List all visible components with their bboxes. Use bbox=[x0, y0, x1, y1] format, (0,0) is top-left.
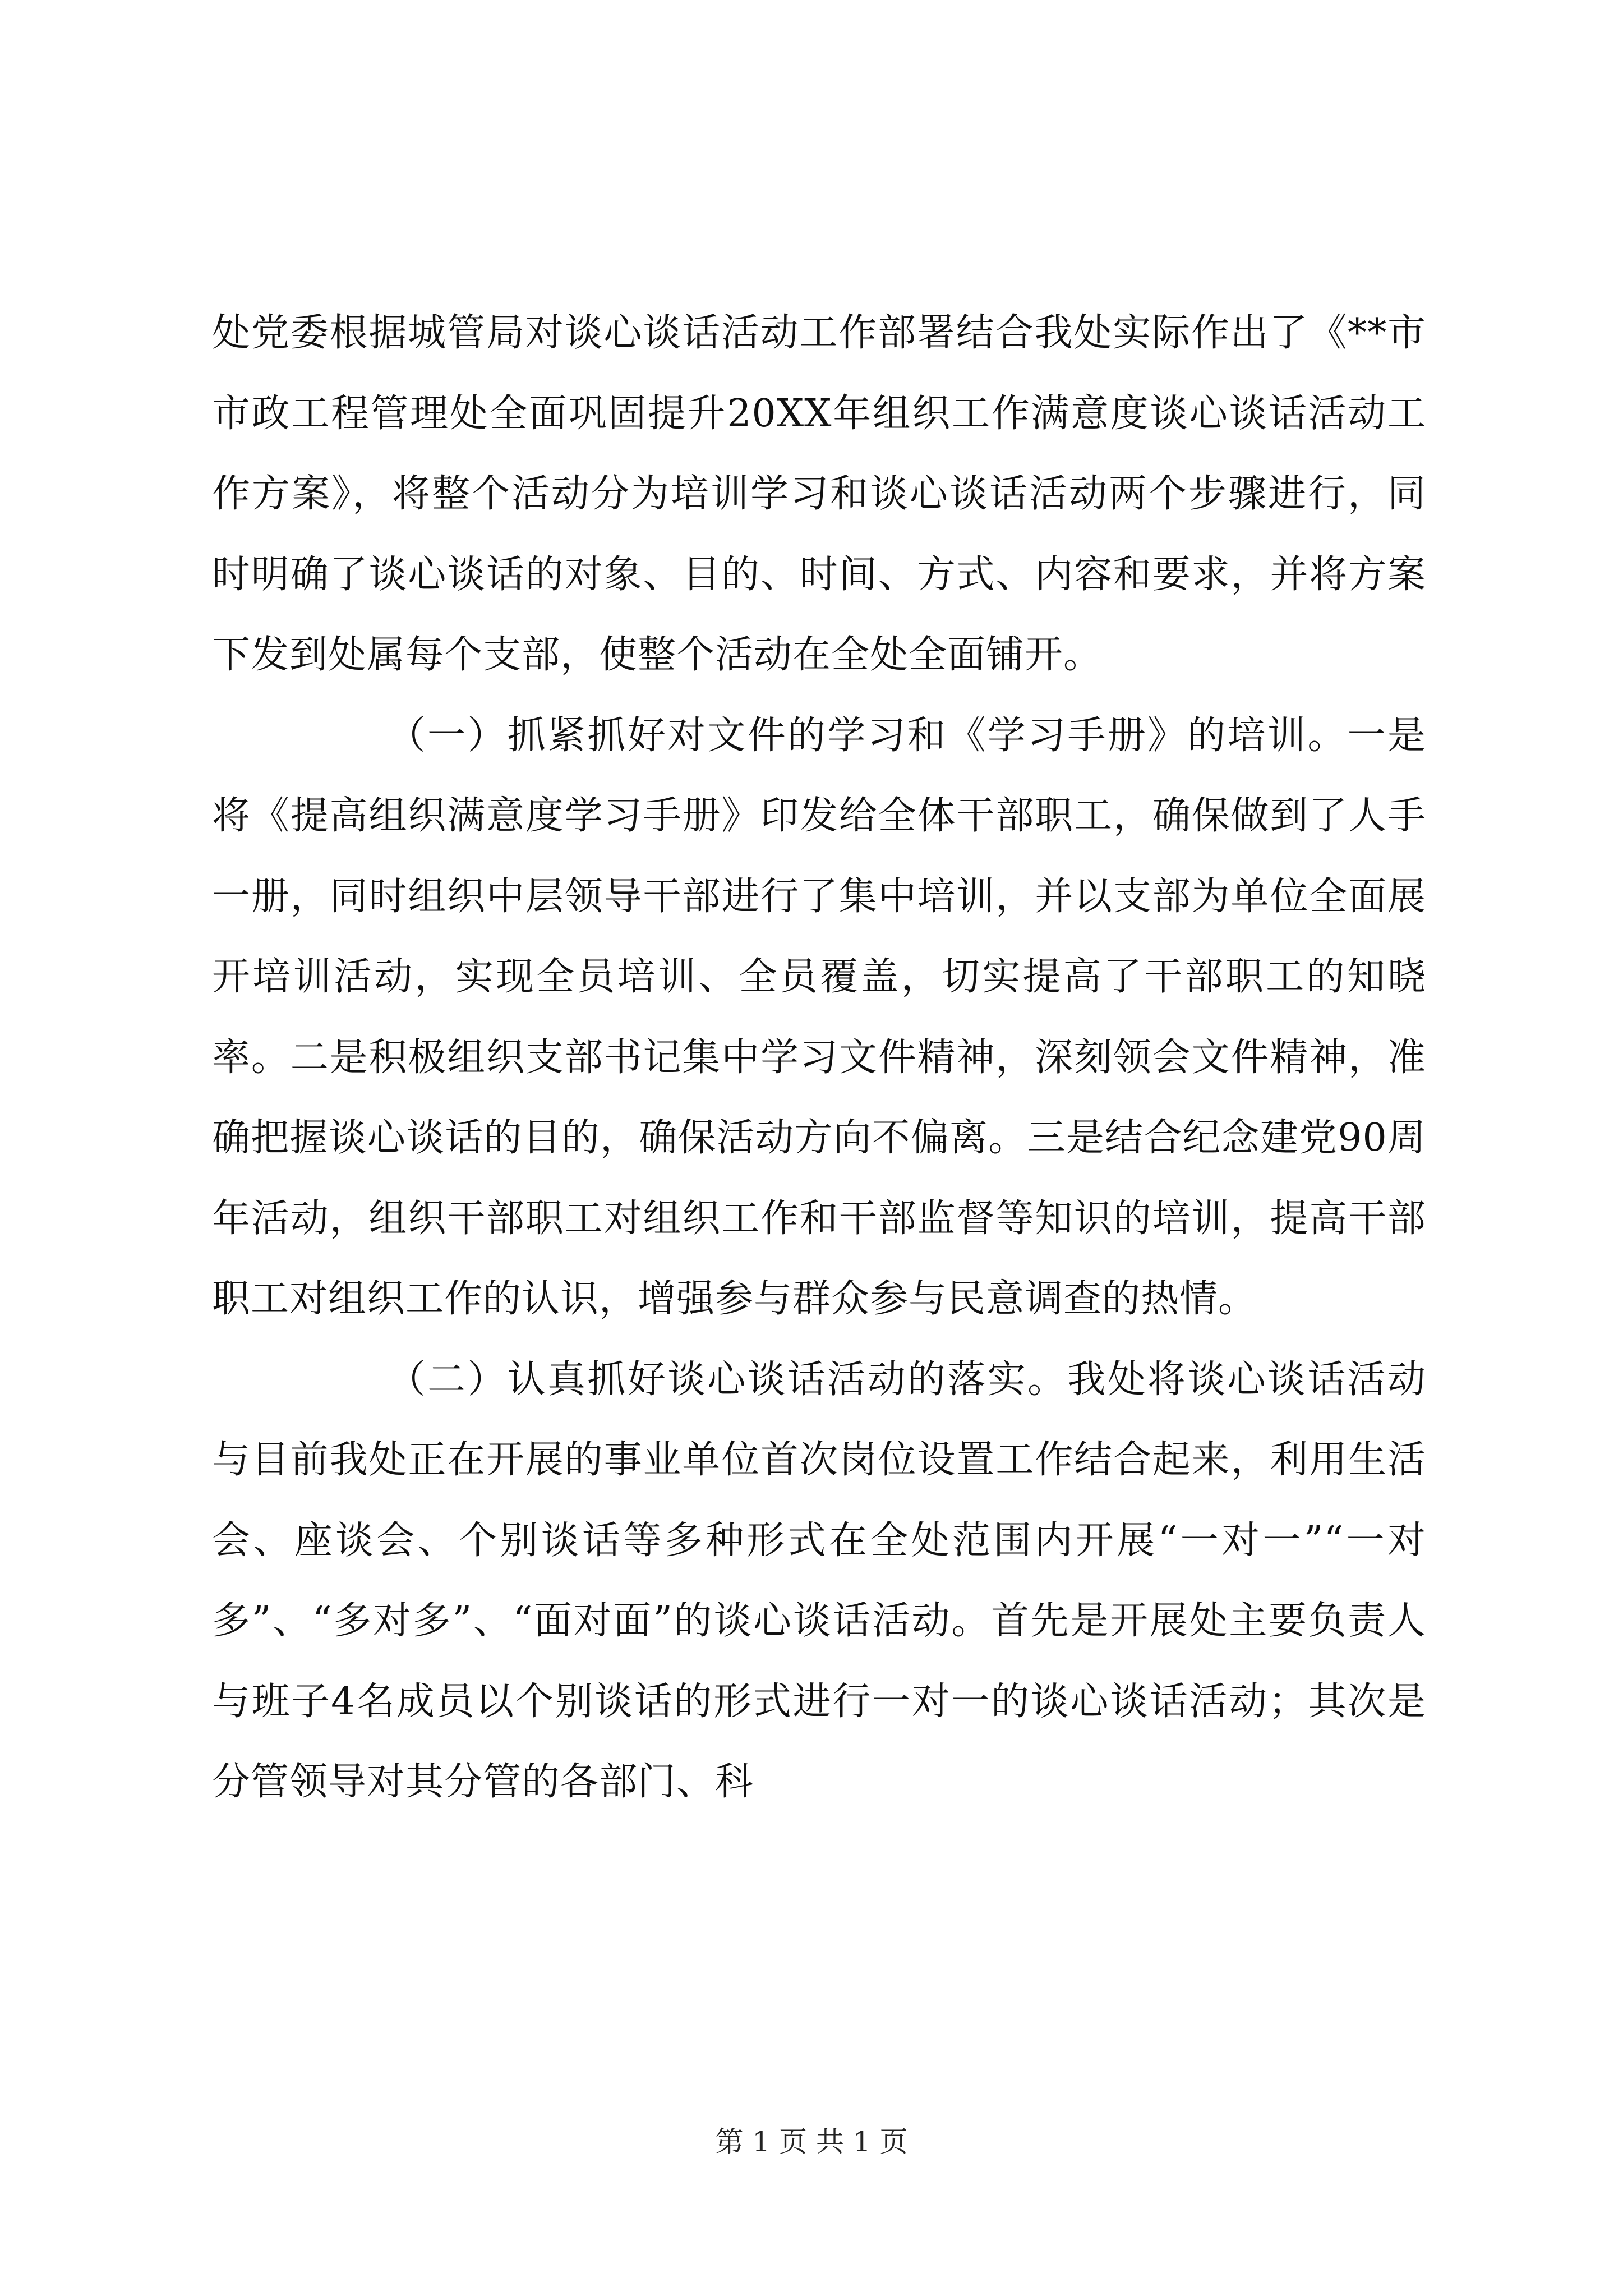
paragraph-section-two: （二）认真抓好谈心谈话活动的落实。我处将谈心谈话活动与目前我处正在开展的事业单位首次岗位设置工作结合起来，利用生活会、座谈会、个别谈话等多种形式在全处范围内开展“一对一”“一对多”、“多对多”、“面对面”的谈心谈话活动。首先是开展处主要负责人与班子4名成员以个别谈话的形式进行一对一的谈心谈话活动；其次是分管领导对其分管的各部门、科 bbox=[212, 1357, 1426, 1804]
page-number-footer: 第 1 页 共 1 页 bbox=[715, 2125, 908, 2158]
paragraph-intro: 处党委根据城管局对谈心谈话活动工作部署结合我处实际作出了《**市市政工程管理处全面巩固提升20XX年组织工作满意度谈心谈话活动工作方案》，将整个活动分为培训学习和谈心谈话活动两个步骤进行，同时明确了谈心谈话的对象、目的、时间、方式、内容和要求，并将方案下发到处属每个支部，使整个活动在全处全面铺开。 bbox=[212, 311, 1426, 677]
document-body bbox=[212, 293, 1426, 1823]
paragraph-section-one: （一）抓紧抓好对文件的学习和《学习手册》的培训。一是将《提高组织满意度学习手册》印发给全体干部职工，确保做到了人手一册，同时组织中层领导干部进行了集中培训，并以支部为单位全面展开培训活动，实现全员培训、全员覆盖，切实提高了干部职工的知晓率。二是积极组织支部书记集中学习文件精神，深刻领会文件精神，准确把握谈心谈话的目的，确保活动方向不偏离。三是结合纪念建党90周年活动，组织干部职工对组织工作和干部监督等知识的培训，提高干部职工对组织工作的认识，增强参与群众参与民意调查的热情。 bbox=[212, 713, 1426, 1321]
